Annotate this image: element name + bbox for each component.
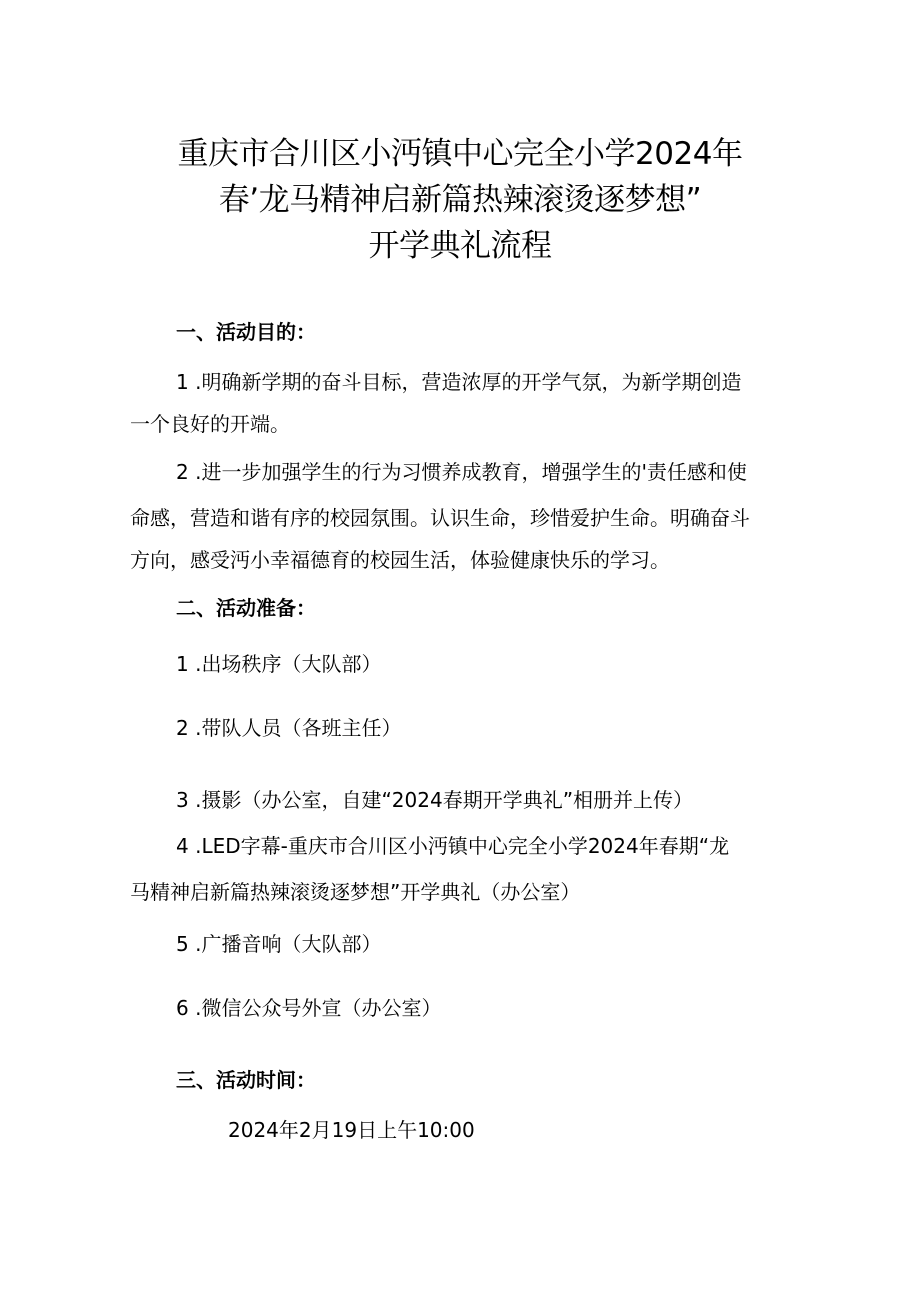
purpose-item-2-line-3: 方向，感受沔小幸福德育的校园生活，体验健康快乐的学习。 (130, 548, 670, 572)
activity-time: 2024年2月19日上午10:00 (228, 1118, 475, 1142)
prep-item-3: 3 .摄影（办公室，自建“2024春期开学典礼”相册并上传） (176, 788, 694, 812)
prep-item-4-line-1: 4 .LED字幕-重庆市合川区小沔镇中心完全小学2024年春期“龙 (176, 834, 730, 858)
section-2-heading: 二、活动准备： (176, 596, 316, 620)
prep-item-2: 2 .带队人员（各班主任） (176, 716, 402, 740)
purpose-item-2-line-1: 2 .进一步加强学生的行为习惯养成教育，增强学生的'责任感和使 (176, 460, 747, 484)
purpose-item-1-line-2: 一个良好的开端。 (130, 412, 290, 436)
purpose-item-2-line-2: 命感，营造和谐有序的校园氛围。认识生命，珍惜爱护生命。明确奋斗 (130, 506, 750, 530)
prep-item-4-line-2: 马精神启新篇热辣滚烫逐梦想”开学典礼（办公室） (130, 880, 581, 904)
prep-item-1: 1 .出场秩序（大队部） (176, 652, 382, 676)
purpose-item-1-line-1: 1 .明确新学期的奋斗目标，营造浓厚的开学气氛，为新学期创造 (176, 370, 742, 394)
document-title-line-2: 春’龙马精神启新篇热辣滚烫逐梦想” (218, 182, 702, 218)
prep-item-5: 5 .广播音响（大队部） (176, 932, 382, 956)
document-title-line-1: 重庆市合川区小沔镇中心完全小学2024年 (177, 136, 743, 172)
section-1-heading: 一、活动目的： (176, 320, 316, 344)
prep-item-6: 6 .微信公众号外宣（办公室） (176, 996, 442, 1020)
section-3-heading: 三、活动时间： (176, 1068, 316, 1092)
document-title-line-3: 开学典礼流程 (368, 228, 552, 264)
